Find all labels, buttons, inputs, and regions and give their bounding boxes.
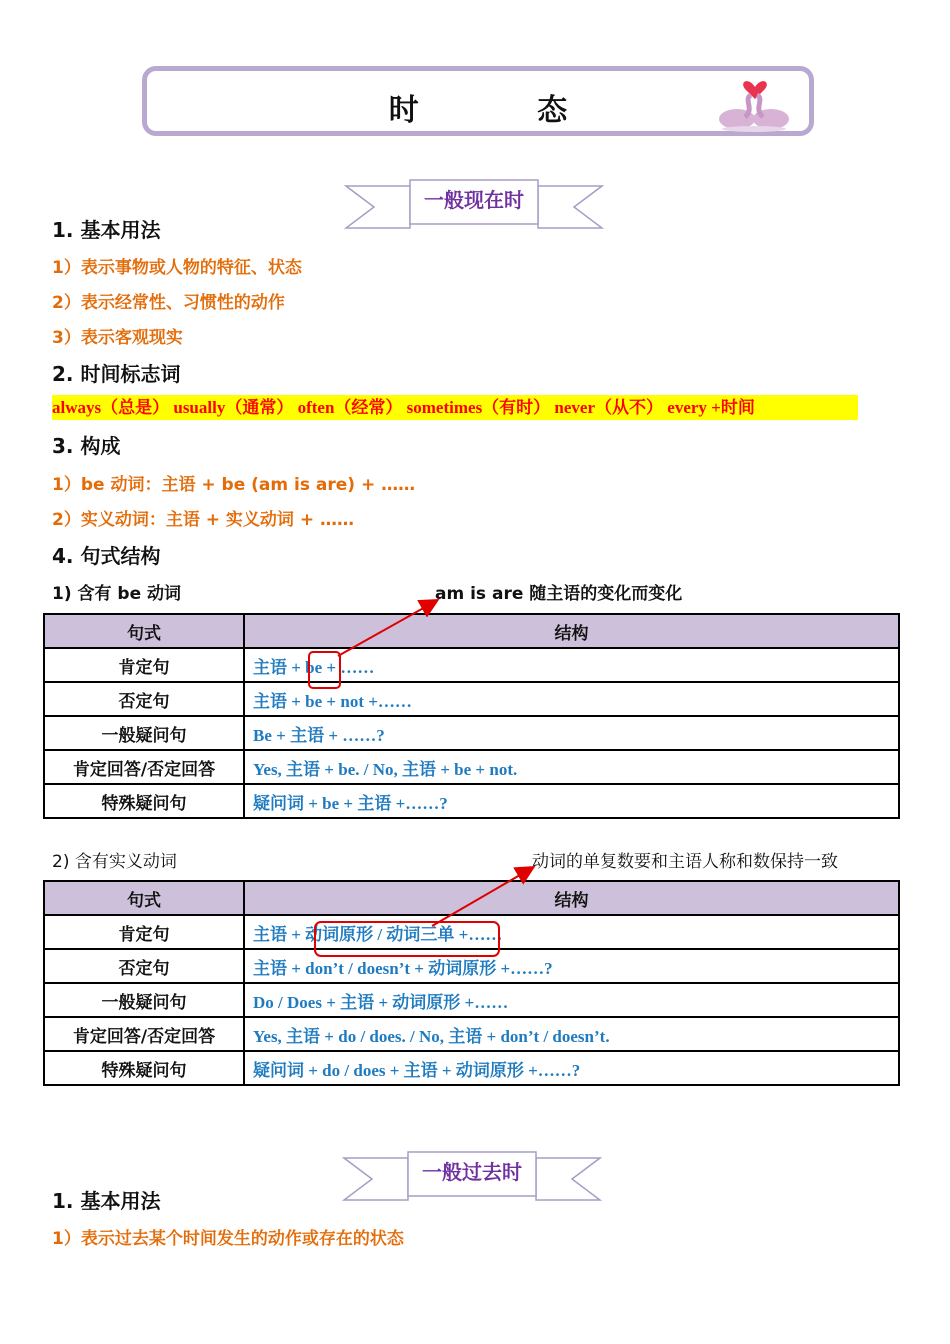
row-type: 特殊疑问句 — [44, 784, 244, 818]
usage-item: 3）表示客观现实 — [52, 328, 183, 348]
time-markers: always（总是） usually（通常） often（经常） sometimes（有时） never（从不） every +时间 — [52, 395, 858, 420]
arrow — [432, 868, 532, 926]
subheading-be: 1) 含有 be 动词 — [52, 584, 182, 604]
col-header: 结构 — [244, 881, 899, 915]
row-type: 一般疑问句 — [44, 716, 244, 750]
row-structure: 主语 + be + not +…… — [244, 682, 899, 716]
row-type: 特殊疑问句 — [44, 1051, 244, 1085]
row-structure: 主语 + don’t / doesn’t + 动词原形 +……? — [244, 949, 899, 983]
note-be: am is are 随主语的变化而变化 — [435, 584, 683, 604]
row-type: 一般疑问句 — [44, 983, 244, 1017]
arrow — [338, 601, 436, 656]
usage-item: 1）表示过去某个时间发生的动作或存在的状态 — [52, 1229, 404, 1249]
row-type: 否定句 — [44, 682, 244, 716]
banner-title: 一般现在时 — [424, 188, 524, 212]
usage-item: 2）表示经常性、习惯性的动作 — [52, 293, 285, 313]
row-structure: 主语 + 动词原形 / 动词三单 +…… — [244, 915, 899, 949]
row-structure: 疑问词 + be + 主语 +……? — [244, 784, 899, 818]
col-header: 句式 — [44, 614, 244, 648]
form-item: 2）实义动词：主语 + 实义动词 + …… — [52, 510, 354, 530]
heading-composition: 3. 构成 — [52, 434, 121, 458]
heading-sentence-structure: 4. 句式结构 — [52, 544, 161, 568]
row-structure: 疑问词 + do / does + 主语 + 动词原形 +……? — [244, 1051, 899, 1085]
form-item: 1）be 动词：主语 + be (am is are) + …… — [52, 475, 416, 495]
highlight-box — [315, 922, 499, 956]
row-type: 肯定句 — [44, 915, 244, 949]
note-verb: 动词的单复数要和主语人称和数保持一致 — [532, 852, 838, 872]
row-structure: Yes, 主语 + do / does. / No, 主语 + don’t / doesn’t. — [244, 1017, 899, 1051]
heading-usage-past: 1. 基本用法 — [52, 1189, 161, 1213]
usage-item: 1）表示事物或人物的特征、状态 — [52, 258, 302, 278]
row-type: 否定句 — [44, 949, 244, 983]
page-title: 时 态 — [388, 93, 622, 128]
heading-time-markers: 2. 时间标志词 — [52, 362, 181, 386]
row-type: 肯定回答/否定回答 — [44, 750, 244, 784]
row-type: 肯定句 — [44, 648, 244, 682]
col-header: 句式 — [44, 881, 244, 915]
section-banner-past — [342, 1150, 602, 1204]
row-type: 肯定回答/否定回答 — [44, 1017, 244, 1051]
banner-title: 一般过去时 — [422, 1160, 522, 1184]
heading-usage: 1. 基本用法 — [52, 218, 161, 242]
subheading-verb: 2) 含有实义动词 — [52, 852, 177, 872]
row-structure: Be + 主语 + ……? — [244, 716, 899, 750]
col-header: 结构 — [244, 614, 899, 648]
row-structure: 主语 + be + …… — [244, 648, 899, 682]
row-structure: Yes, 主语 + be. / No, 主语 + be + not. — [244, 750, 899, 784]
highlight-box — [309, 652, 340, 688]
row-structure: Do / Does + 主语 + 动词原形 +…… — [244, 983, 899, 1017]
